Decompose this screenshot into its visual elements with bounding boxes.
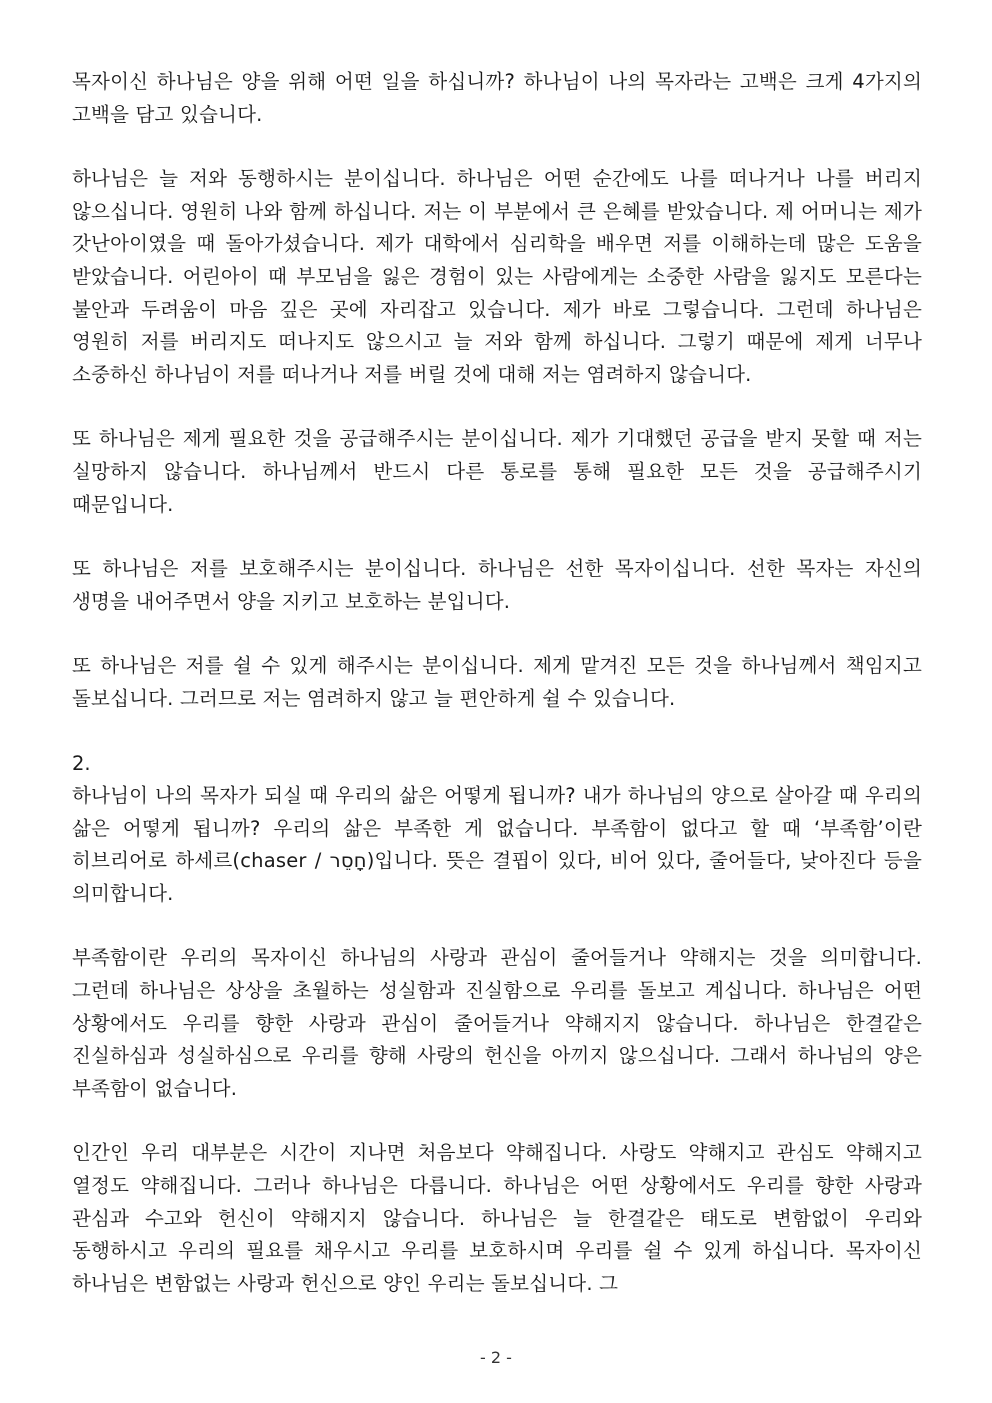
paragraph-spacer <box>72 521 922 553</box>
paragraph: 또 하나님은 저를 쉴 수 있게 해주시는 분이십니다. 제게 맡겨진 모든 것을 하나님께서 책임지고 돌보십니다. 그러므로 저는 염려하지 않고 늘 편안하게 쉴 수 있습니다. <box>72 654 922 710</box>
paragraph-spacer <box>72 131 922 163</box>
paragraph: 또 하나님은 제게 필요한 것을 공급해주시는 분이십니다. 제가 기대했던 공급을 받지 못할 때 저는 실망하지 않습니다. 하나님께서 반드시 다른 통로를 통해 필요한 모든 것을 공급해주시기 때문입니다. <box>72 427 922 516</box>
paragraph: 하나님은 늘 저와 동행하시는 분이십니다. 하나님은 어떤 순간에도 나를 떠나거나 나를 버리지 않으십니다. 영원히 나와 함께 하십니다. 저는 이 부분에서 큰 은혜를 받았습니다. 제 어머니는 제가 갓난아이였을 때 돌아가셨습니다. 제가 대학에서 심리학을 배우면 저를 이해하는데 많은 도움을 받았습니다. 어린아이 때 부모님을 잃은 경험이 있는 사람에게는 소중한 사람을 잃지도 모른다는 불안과 두려움이 마음 깊은 곳에 자리잡고 있습니다. 제가 바로 그렇습니다. 그런데 하나님은 영원히 저를 버리지도 떠나지도 않으시고 늘 저와 함께 하십니다. 그렇기 때문에 제게 너무나 소중하신 하나님이 저를 떠나거나 저를 버릴 것에 대해 저는 염려하지 않습니다. <box>72 167 922 386</box>
body-text <box>72 66 922 1300</box>
paragraph-spacer <box>72 391 922 423</box>
paragraph-spacer <box>72 618 922 650</box>
paragraph-spacer <box>72 910 922 942</box>
paragraph-spacer <box>72 1105 922 1137</box>
paragraph: 부족함이란 우리의 목자이신 하나님의 사랑과 관심이 줄어들거나 약해지는 것을 의미합니다. 그런데 하나님은 상상을 초월하는 성실함과 진실함으로 우리를 돌보고 계십니다. 하나님은 어떤 상황에서도 우리를 향한 사랑과 관심이 줄어들거나 약해지지 않습니다. 하나님은 한결같은 진실하심과 성실하심으로 우리를 향해 사랑의 헌신을 아끼지 않으십니다. 그래서 하나님의 양은 부족함이 없습니다. <box>72 946 922 1100</box>
section-number: 2. <box>72 751 91 775</box>
paragraph-spacer <box>72 716 922 748</box>
paragraph: 또 하나님은 저를 보호해주시는 분이십니다. 하나님은 선한 목자이십니다. 선한 목자는 자신의 생명을 내어주면서 양을 지키고 보호하는 분입니다. <box>72 557 922 613</box>
paragraph: 하나님이 나의 목자가 되실 때 우리의 삶은 어떻게 됩니까? 내가 하나님의 양으로 살아갈 때 우리의 삶은 어떻게 됩니까? 우리의 삶은 부족한 게 없습니다. 부족함이 없다고 할 때 ‘부족함’이란 히브리어로 하세르(chaser / חָסֵר)입니다. 뜻은 결핍이 있다, 비어 있다, 줄어들다, 낮아진다 등을 의미합니다. <box>72 784 922 905</box>
paragraph: 목자이신 하나님은 양을 위해 어떤 일을 하십니까? 하나님이 나의 목자라는 고백은 크게 4가지의 고백을 담고 있습니다. <box>72 70 922 126</box>
page-number: - 2 - <box>480 1348 512 1367</box>
paragraph: 인간인 우리 대부분은 시간이 지나면 처음보다 약해집니다. 사랑도 약해지고 관심도 약해지고 열정도 약해집니다. 그러나 하나님은 다릅니다. 하나님은 어떤 상황에서도 우리를 향한 사랑과 관심과 수고와 헌신이 약해지지 않습니다. 하나님은 늘 한결같은 태도로 변함없이 우리와 동행하시고 우리의 필요를 채우시고 우리를 보호하시며 우리를 쉴 수 있게 하십니다. 목자이신 하나님은 변함없는 사랑과 헌신으로 양인 우리는 돌보십니다. 그 <box>72 1141 922 1295</box>
